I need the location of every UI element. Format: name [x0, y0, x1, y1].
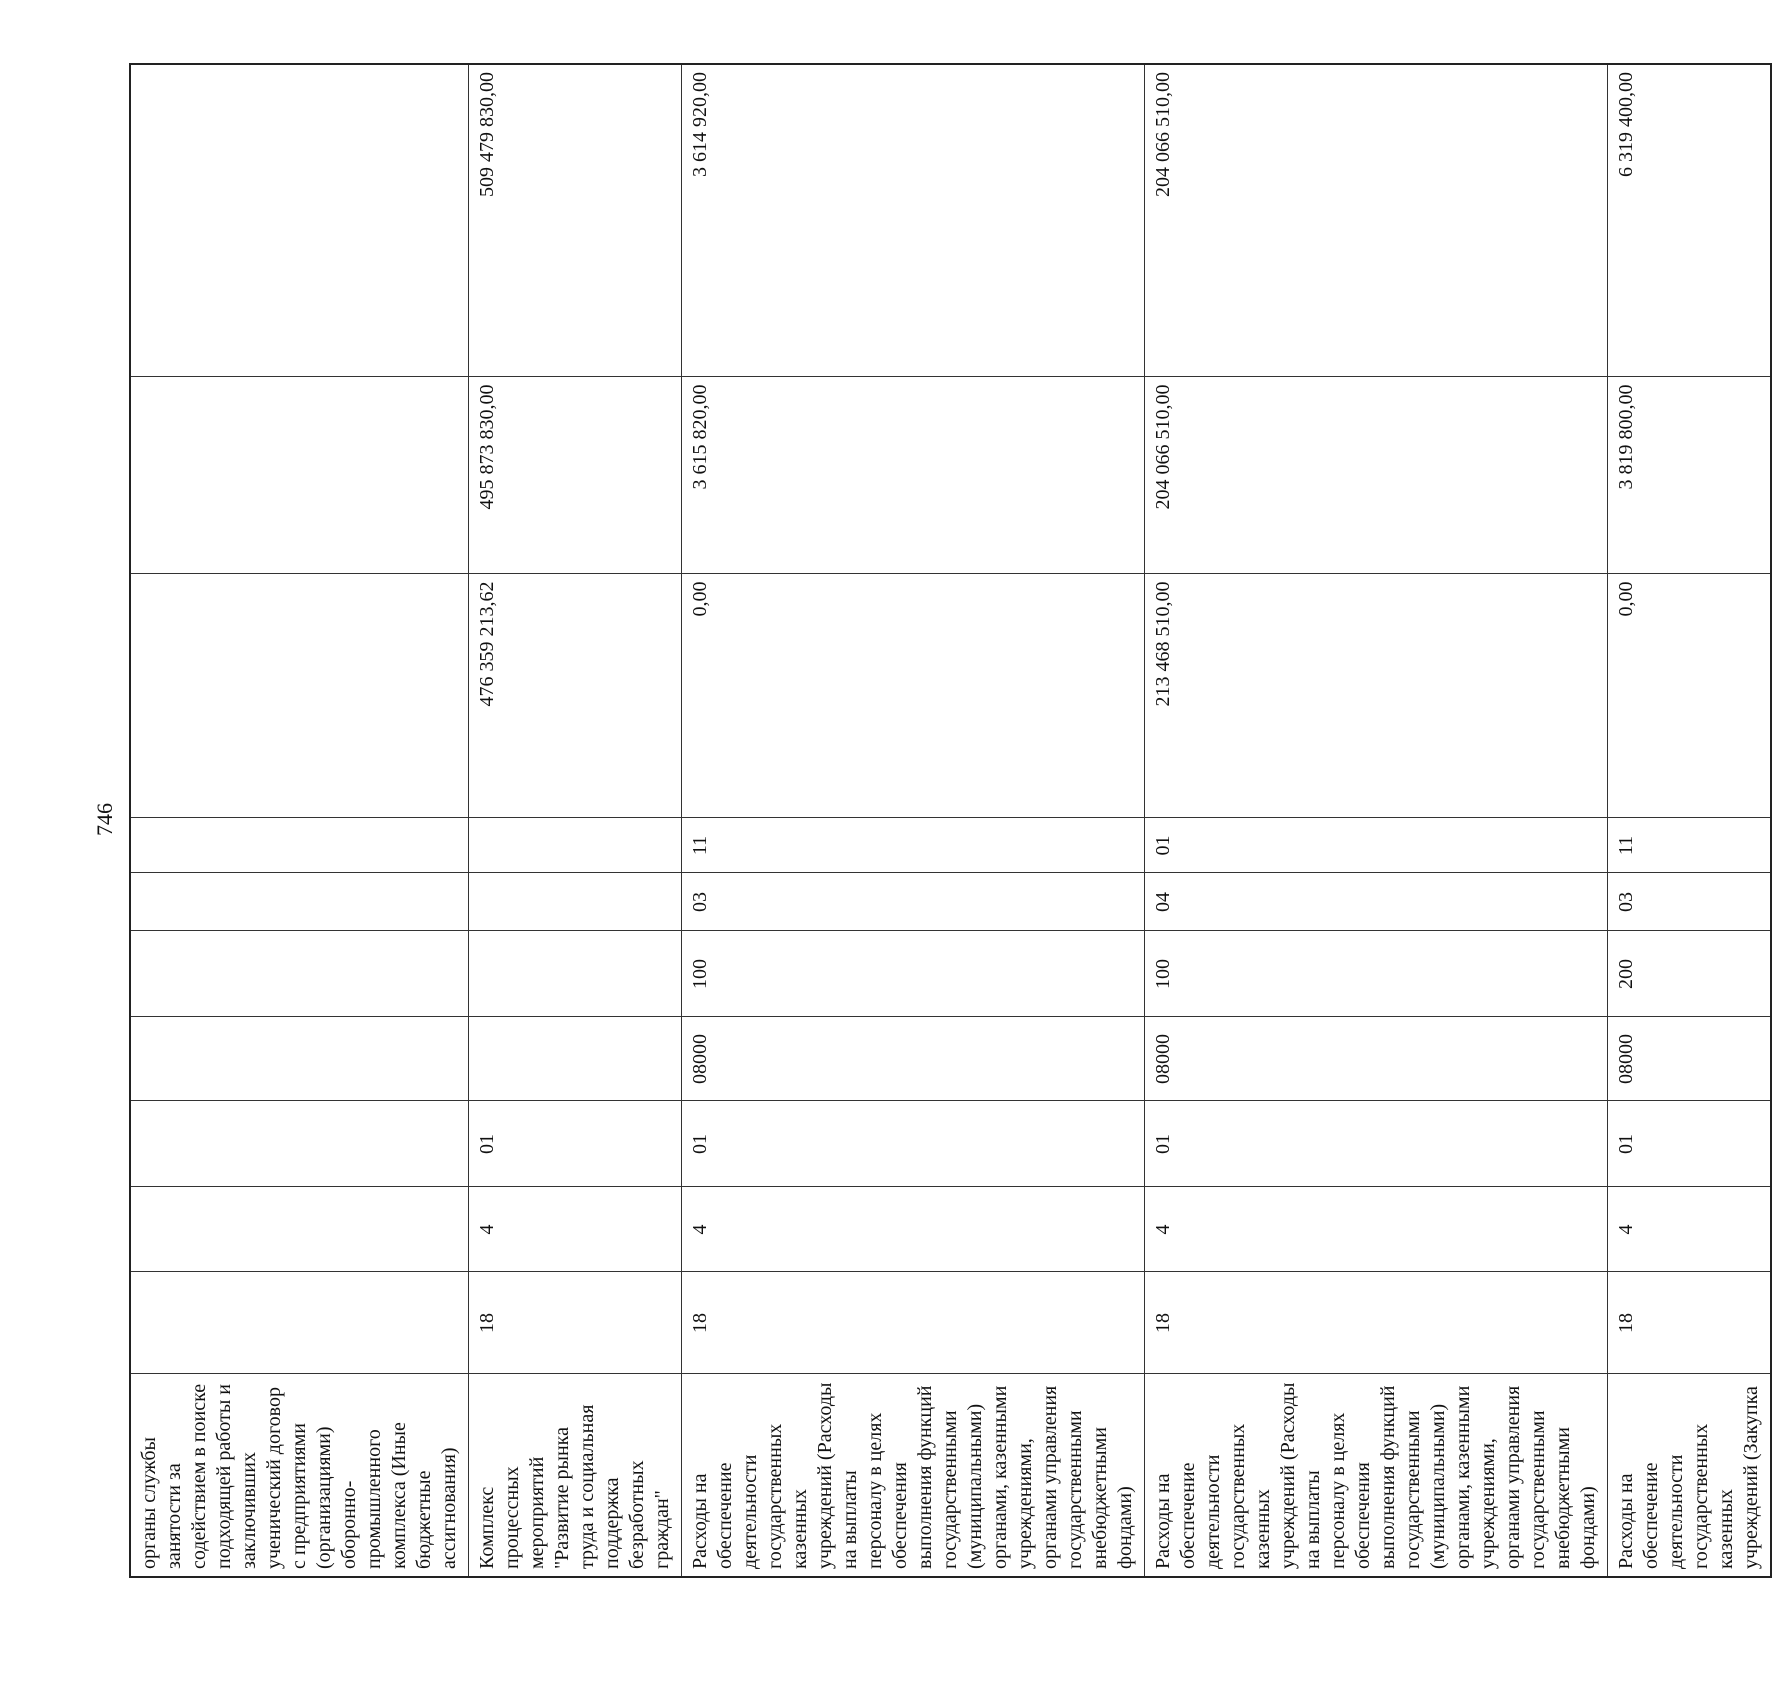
cell-code3: 01	[1145, 1101, 1608, 1187]
table-row	[682, 64, 1145, 1577]
cell-code7: 11	[1608, 818, 1772, 873]
cell-code6	[469, 873, 682, 931]
cell-code1: 18	[1608, 1272, 1772, 1374]
cell-value2: 3 819 800,00	[1608, 377, 1772, 574]
cell-code3: 01	[682, 1101, 1145, 1187]
cell-code3: 01	[469, 1101, 682, 1187]
cell-code5: 100	[682, 931, 1145, 1017]
cell-value2: 204 066 510,00	[1145, 377, 1608, 574]
cell-value2: 495 873 830,00	[469, 377, 682, 574]
budget-table	[129, 63, 1772, 1578]
table-row	[1608, 64, 1772, 1577]
row-description: Комплекс процессных мероприятий "Развитие рынка труда и социальная поддержка безработных граждан"	[469, 1374, 682, 1577]
cell-code3	[130, 1101, 469, 1187]
cell-value3: 204 066 510,00	[1145, 64, 1608, 377]
cell-code7: 01	[1145, 818, 1608, 873]
page-number: 746	[92, 803, 117, 836]
cell-value3	[130, 64, 469, 377]
cell-code2: 4	[469, 1187, 682, 1272]
cell-value3: 3 614 920,00	[682, 64, 1145, 377]
row-description: Расходы на обеспечение деятельности государственных казенных учреждений (Расходы на выплаты персоналу в целях обеспечения выполнения функций государственными (муниципальными) органами, казенными учреждениями, органами управления государственными внебюджетными фондами)	[682, 1374, 1145, 1577]
cell-code6: 04	[1145, 873, 1608, 931]
cell-code1: 18	[469, 1272, 682, 1374]
cell-value3: 509 479 830,00	[469, 64, 682, 377]
cell-code6: 03	[1608, 873, 1772, 931]
table-row	[1145, 64, 1608, 1577]
cell-value1: 213 468 510,00	[1145, 574, 1608, 818]
cell-code1	[130, 1272, 469, 1374]
cell-value1: 0,00	[1608, 574, 1772, 818]
cell-code4: 08000	[1145, 1017, 1608, 1101]
cell-code4	[130, 1017, 469, 1101]
table-row	[469, 64, 682, 1577]
row-description: Расходы на обеспечение деятельности государственных казенных учреждений (Закупка	[1608, 1374, 1772, 1577]
cell-code5	[130, 931, 469, 1017]
cell-value3: 6 319 400,00	[1608, 64, 1772, 377]
cell-value1: 476 359 213,62	[469, 574, 682, 818]
cell-code3: 01	[1608, 1101, 1772, 1187]
cell-code2	[130, 1187, 469, 1272]
cell-code5: 100	[1145, 931, 1608, 1017]
cell-code2: 4	[1145, 1187, 1608, 1272]
cell-code6: 03	[682, 873, 1145, 931]
cell-code5: 200	[1608, 931, 1772, 1017]
cell-code2: 4	[1608, 1187, 1772, 1272]
cell-value2: 3 615 820,00	[682, 377, 1145, 574]
cell-value1: 0,00	[682, 574, 1145, 818]
cell-value2	[130, 377, 469, 574]
row-description: Расходы на обеспечение деятельности государственных казенных учреждений (Расходы на выплаты персоналу в целях обеспечения выполнения функций государственными (муниципальными) органами, казенными учреждениями, органами управления государственными внебюджетными фондами)	[1145, 1374, 1608, 1577]
cell-value1	[130, 574, 469, 818]
cell-code1: 18	[1145, 1272, 1608, 1374]
cell-code7: 11	[682, 818, 1145, 873]
cell-code4: 08000	[1608, 1017, 1772, 1101]
cell-code7	[130, 818, 469, 873]
cell-code6	[130, 873, 469, 931]
cell-code2: 4	[682, 1187, 1145, 1272]
cell-code1: 18	[682, 1272, 1145, 1374]
table-row	[130, 64, 469, 1577]
rotated-page	[129, 65, 1762, 1578]
cell-code4: 08000	[682, 1017, 1145, 1101]
cell-code5	[469, 931, 682, 1017]
cell-code4	[469, 1017, 682, 1101]
row-description: органы службы занятости за содействием в поиске подходящей работы и заключивших ученический договор с предприятиями (организациями) оборонно-промышленного комплекса (Иные бюджетные ассигнования)	[130, 1374, 469, 1577]
cell-code7	[469, 818, 682, 873]
